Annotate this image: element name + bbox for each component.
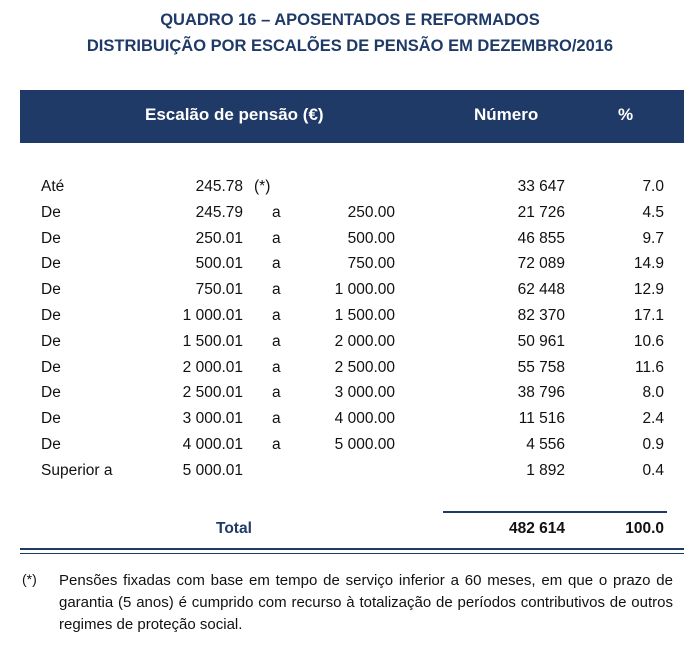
total-row bbox=[0, 518, 700, 543]
table-row bbox=[0, 433, 700, 458]
row-label: De bbox=[41, 255, 61, 273]
row-percent: 11.6 bbox=[634, 358, 664, 376]
total-percent: 100.0 bbox=[625, 520, 664, 537]
row-number: 4 556 bbox=[526, 436, 565, 453]
row-to-value: 3 000.00 bbox=[334, 384, 395, 402]
row-to-value: 4 000.00 bbox=[334, 410, 395, 428]
row-range-separator: a bbox=[272, 410, 281, 428]
row-label: De bbox=[41, 203, 61, 221]
row-percent: 8.0 bbox=[642, 384, 664, 402]
table-row bbox=[0, 252, 700, 277]
row-number: 11 516 bbox=[518, 410, 565, 428]
row-range-separator: a bbox=[272, 255, 281, 273]
row-from-value: 2 500.01 bbox=[182, 384, 243, 402]
row-label: De bbox=[41, 332, 61, 350]
row-from-value: 1 500.01 bbox=[182, 332, 243, 350]
table-row bbox=[0, 381, 700, 406]
row-percent: 10.6 bbox=[633, 332, 664, 350]
row-percent: 7.0 bbox=[642, 178, 664, 195]
row-number: 33 647 bbox=[517, 178, 565, 195]
table-row bbox=[0, 175, 700, 200]
footnote-mark: (*) bbox=[22, 571, 37, 587]
total-top-rule bbox=[443, 511, 667, 513]
table-subtitle: DISTRIBUIÇÃO POR ESCALÕES DE PENSÃO EM DEZEMBRO/2016 bbox=[86, 37, 614, 55]
header-number: Número bbox=[474, 105, 539, 124]
row-range-separator: a bbox=[272, 203, 281, 221]
table-row bbox=[0, 304, 700, 329]
row-range-separator: a bbox=[272, 281, 281, 299]
row-label: De bbox=[41, 281, 61, 299]
row-to-value: 5 000.00 bbox=[334, 436, 395, 453]
row-range-separator: a bbox=[272, 307, 281, 324]
row-percent: 14.9 bbox=[633, 255, 664, 273]
row-label: De bbox=[41, 384, 61, 402]
row-from-value: 245.78 bbox=[195, 178, 243, 195]
row-label: De bbox=[41, 436, 61, 453]
header-band: Escalão de pensão (€) bbox=[145, 105, 324, 124]
row-range-separator: a bbox=[272, 229, 281, 247]
row-number: 82 370 bbox=[517, 307, 565, 324]
row-note: (*) bbox=[254, 178, 271, 195]
total-label: Total bbox=[216, 520, 252, 537]
table-row bbox=[0, 278, 700, 303]
row-percent: 0.4 bbox=[642, 461, 664, 479]
row-percent: 0.9 bbox=[642, 436, 664, 453]
row-from-value: 3 000.01 bbox=[182, 410, 243, 428]
row-number: 55 758 bbox=[517, 358, 565, 376]
row-label: De bbox=[41, 307, 61, 324]
row-percent: 4.5 bbox=[642, 203, 664, 221]
row-label: De bbox=[41, 358, 61, 376]
row-label: Até bbox=[41, 178, 65, 195]
row-to-value: 1 000.00 bbox=[334, 281, 395, 299]
row-from-value: 500.01 bbox=[195, 255, 243, 273]
table-row bbox=[0, 356, 700, 381]
row-number: 38 796 bbox=[517, 384, 565, 402]
row-to-value: 2 000.00 bbox=[334, 332, 395, 350]
row-to-value: 1 500.00 bbox=[334, 307, 395, 324]
row-number: 72 089 bbox=[517, 255, 565, 273]
header-percent: % bbox=[618, 105, 634, 124]
table-bottom-rule bbox=[20, 548, 684, 554]
row-from-value: 245.79 bbox=[195, 203, 243, 221]
table-row bbox=[0, 201, 700, 226]
row-number: 62 448 bbox=[517, 281, 565, 299]
table-row bbox=[0, 330, 700, 355]
row-range-separator: a bbox=[272, 358, 281, 376]
row-percent: 9.7 bbox=[642, 229, 664, 247]
row-number: 1 892 bbox=[526, 461, 565, 479]
row-range-separator: a bbox=[272, 332, 281, 350]
table-row bbox=[0, 459, 700, 484]
row-to-value: 500.00 bbox=[347, 229, 395, 247]
row-from-value: 1 000.01 bbox=[182, 307, 243, 324]
row-number: 46 855 bbox=[517, 229, 565, 247]
total-number: 482 614 bbox=[508, 520, 565, 537]
row-label: Superior a bbox=[41, 461, 113, 479]
row-range-separator: a bbox=[272, 384, 281, 402]
table-row bbox=[0, 227, 700, 252]
row-to-value: 750.00 bbox=[347, 255, 395, 273]
row-percent: 17.1 bbox=[633, 307, 664, 324]
row-from-value: 2 000.01 bbox=[182, 358, 243, 376]
row-from-value: 750.01 bbox=[195, 281, 243, 299]
row-number: 21 726 bbox=[517, 203, 565, 221]
table-header bbox=[20, 90, 684, 143]
row-percent: 2.4 bbox=[642, 410, 664, 428]
row-to-value: 250.00 bbox=[347, 203, 395, 221]
row-from-value: 4 000.01 bbox=[182, 436, 243, 453]
row-range-separator: a bbox=[272, 436, 281, 453]
row-from-value: 5 000.01 bbox=[182, 461, 243, 479]
row-number: 50 961 bbox=[517, 332, 565, 350]
table-title: QUADRO 16 – APOSENTADOS E REFORMADOS bbox=[160, 11, 540, 29]
table-row bbox=[0, 407, 700, 432]
row-label: De bbox=[41, 410, 61, 428]
row-to-value: 2 500.00 bbox=[334, 358, 395, 376]
footnote-text: Pensões fixadas com base em tempo de serviço inferior a 60 meses, em que o prazo de garantia (5 anos) é cumprido com recurso à totalização de períodos contributivos de outros regimes de proteção social. bbox=[59, 572, 673, 633]
row-from-value: 250.01 bbox=[195, 229, 243, 247]
row-percent: 12.9 bbox=[633, 281, 664, 299]
row-label: De bbox=[41, 229, 61, 247]
